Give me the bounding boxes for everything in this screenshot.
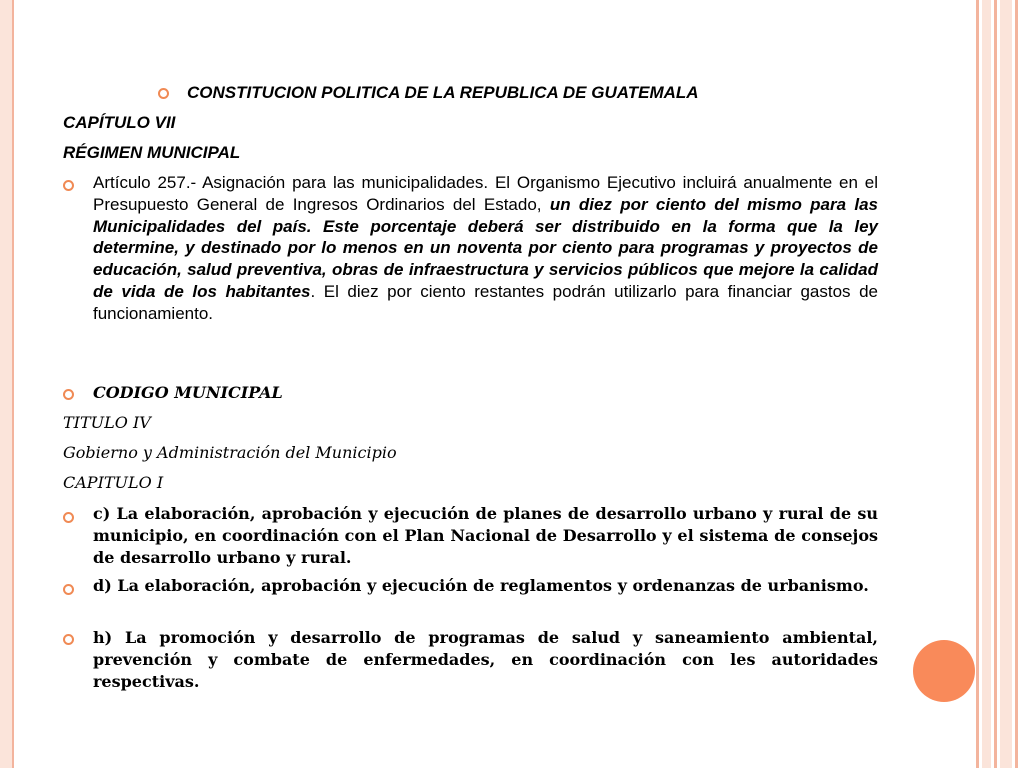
- item-h: h) La promoción y desarrollo de programas de salud y saneamiento ambiental, prevención y combate de enfermedades, en coordinación con les autoridades respectivas.: [93, 628, 878, 691]
- titulo-heading: TITULO IV: [63, 413, 151, 432]
- item-c: c) La elaboración, aprobación y ejecución de planes de desarrollo urbano y rural de su municipio, en coordinación con el Plan Nacional de Desarrollo y el sistema de consejos de desarrollo urbano y rural.: [93, 504, 878, 567]
- right-border-line: [994, 0, 997, 768]
- bullet-icon: [158, 88, 169, 99]
- left-border-strip: [0, 0, 12, 768]
- item-d: d) La elaboración, aprobación y ejecución de reglamentos y ordenanzas de urbanismo.: [93, 576, 869, 595]
- right-border-line: [1015, 0, 1018, 768]
- capitulo-heading: CAPÍTULO VII: [63, 113, 176, 132]
- bullet-icon: [63, 634, 74, 645]
- gobierno-heading: Gobierno y Administración del Municipio: [63, 443, 397, 462]
- decorative-circle: [913, 640, 975, 702]
- right-border-line: [976, 0, 979, 768]
- codigo-title: CODIGO MUNICIPAL: [93, 383, 283, 402]
- bullet-icon: [63, 512, 74, 523]
- right-border-strip: [1000, 0, 1012, 768]
- bullet-icon: [63, 389, 74, 400]
- constitucion-title: CONSTITUCION POLITICA DE LA REPUBLICA DE GUATEMALA: [187, 83, 699, 102]
- capitulo-i-heading: CAPITULO I: [63, 473, 164, 492]
- articulo-end: . El diez por ciento restantes podrán utilizarlo para financiar gastos de funcionamiento.: [93, 281, 878, 323]
- bullet-icon: [63, 584, 74, 595]
- right-border-strip: [982, 0, 991, 768]
- articulo-emphasis: un diez por ciento del mismo para las Municipalidades del país. Este porcentaje deberá ser distribuido en la forma que la ley determine, y destinado por lo menos en un noventa por ciento para programas y proyectos de educación, salud preventiva, obras de infraestructura y servicios públicos que mejore la calidad de vida de los habitantes: [93, 194, 878, 301]
- articulo-257-paragraph: [93, 172, 878, 325]
- bullet-icon: [63, 180, 74, 191]
- left-border-line: [12, 0, 14, 768]
- regimen-heading: RÉGIMEN MUNICIPAL: [63, 143, 241, 162]
- articulo-intro: Artículo 257.- Asignación para las municipalidades. El Organismo Ejecutivo incluirá anualmente en el Presupuesto General de Ingresos Ordinarios del Estado,: [93, 173, 878, 214]
